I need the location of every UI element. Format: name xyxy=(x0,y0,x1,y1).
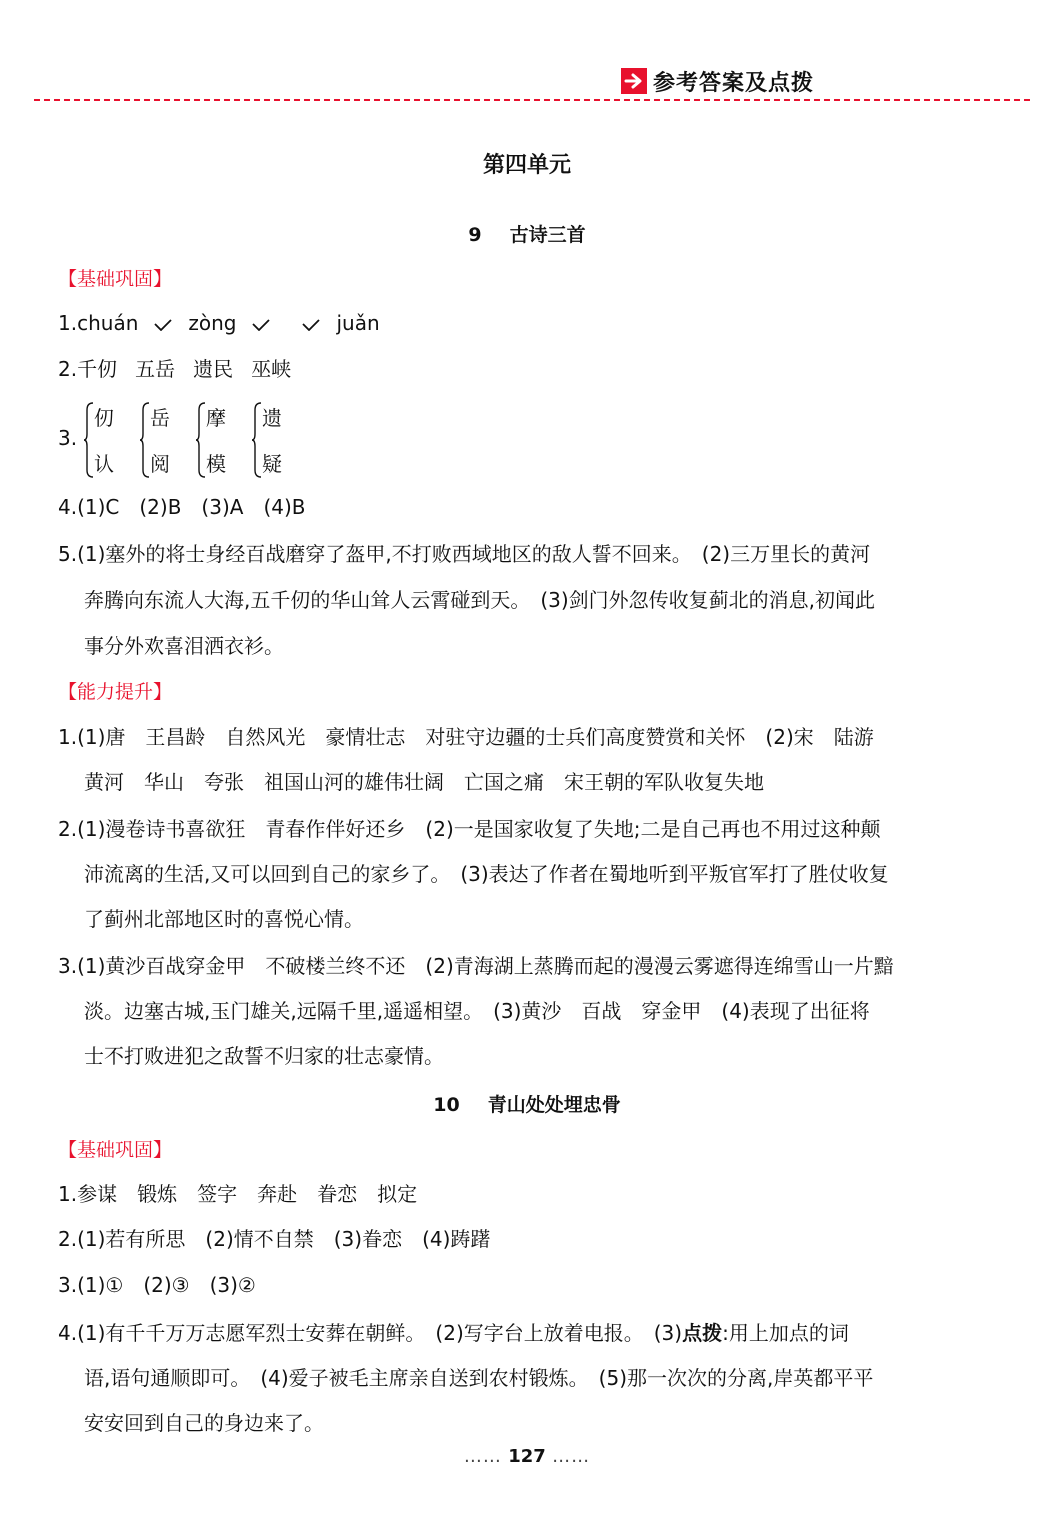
header-title: 参考答案及点拨 xyxy=(653,70,815,96)
section-label-basic: 【基础巩固】 xyxy=(58,268,173,290)
brace-icon xyxy=(196,402,206,478)
arrow-right-icon xyxy=(621,68,647,94)
l9-a2-line3: 了蓟州北部地区时的喜悦心情。 xyxy=(84,907,364,931)
brace-group: 岳 阅 xyxy=(140,400,200,480)
lesson-name: 青山处处埋忠骨 xyxy=(487,1094,621,1116)
l9-a3-line3: 士不打败进犯之敌誓不归家的壮志豪情。 xyxy=(84,1044,444,1068)
l9-a3-line2: 淡。边塞古城,玉门雄关,远隔千里,遥遥相望。 (3)黄沙 百战 穿金甲 (4)表现了出征将 xyxy=(84,999,870,1023)
l9-q2: 2.千仞 五岳 遗民 巫峡 xyxy=(58,357,292,381)
l9-q5-line3: 事分外欢喜泪洒衣衫。 xyxy=(84,634,284,658)
l9-a1-line2: 黄河 华山 夸张 祖国山河的雄伟壮阔 亡国之痛 宋王朝的军队收复失地 xyxy=(84,770,764,794)
header-tag xyxy=(621,66,814,96)
header-divider xyxy=(34,99,1030,101)
l9-a2-line2: 沛流离的生活,又可以回到自己的家乡了。 (3)表达了作者在蜀地听到平叛官军打了胜仗收复 xyxy=(84,862,889,886)
l10-q2: 2.(1)若有所思 (2)情不自禁 (3)眷恋 (4)踌躇 xyxy=(58,1227,491,1251)
l9-q1: 1.chuán zòng juǎn xyxy=(58,311,380,335)
check-icon xyxy=(252,319,270,331)
brace-icon xyxy=(252,402,262,478)
l10-q4-line3: 安安回到自己的身边来了。 xyxy=(84,1411,324,1435)
lesson-name: 古诗三首 xyxy=(509,224,586,246)
check-icon xyxy=(302,319,320,331)
brace-icon xyxy=(140,402,150,478)
l9-a2-line1: 2.(1)漫卷诗书喜欲狂 青春作伴好还乡 (2)一是国家收复了失地;二是自己再也不用过这种颠 xyxy=(58,817,881,841)
l9-a1-line1: 1.(1)唐 王昌龄 自然风光 豪情壮志 对驻守边疆的士兵们高度赞赏和关怀 (2)宋 陆游 xyxy=(58,725,874,749)
l9-q4: 4.(1)C (2)B (3)A (4)B xyxy=(58,495,306,519)
l10-q1: 1.参谋 锻炼 签字 奔赴 眷恋 拟定 xyxy=(58,1182,418,1206)
section-label-advanced: 【能力提升】 xyxy=(58,681,173,703)
brace-group: 仞 认 xyxy=(84,400,144,480)
lesson-9-title xyxy=(0,220,1054,247)
l9-q5-line2: 奔腾向东流人大海,五千仞的华山耸人云霄碰到天。 (3)剑门外忽传收复蓟北的消息,初闻此 xyxy=(84,588,876,612)
brace-icon xyxy=(84,402,94,478)
lesson-10-title xyxy=(0,1090,1054,1117)
page-number: …… 127 …… xyxy=(463,1446,591,1467)
page-header xyxy=(0,0,1054,110)
l10-q4-line2: 语,语句通顺即可。 (4)爱子被毛主席亲自送到农村锻炼。 (5)那一次次的分离,岸英都平平 xyxy=(84,1366,874,1390)
l9-q5-line1: 5.(1)塞外的将士身经百战磨穿了盔甲,不打败西域地区的敌人誓不回来。 (2)三万里长的黄河 xyxy=(58,542,871,566)
brace-group: 遗 疑 xyxy=(252,400,312,480)
hint-label: 点拨 xyxy=(682,1321,723,1345)
l9-a3-line1: 3.(1)黄沙百战穿金甲 不破楼兰终不还 (2)青海湖上蒸腾而起的漫漫云雾遮得连绵雪山一片黯 xyxy=(58,954,894,978)
lesson-number: 10 xyxy=(433,1094,460,1116)
brace-group: 摩 模 xyxy=(196,400,256,480)
unit-title: 第四单元 xyxy=(482,153,571,178)
l10-q4-line1: 4.(1)有千千万万志愿军烈士安葬在朝鲜。 (2)写字台上放着电报。 (3)点拨:用上加点的词 xyxy=(58,1321,849,1345)
section-label-basic-10: 【基础巩固】 xyxy=(58,1139,173,1161)
lesson-number: 9 xyxy=(468,224,482,246)
check-icon xyxy=(154,319,172,331)
l10-q3: 3.(1)① (2)③ (3)② xyxy=(58,1273,256,1297)
